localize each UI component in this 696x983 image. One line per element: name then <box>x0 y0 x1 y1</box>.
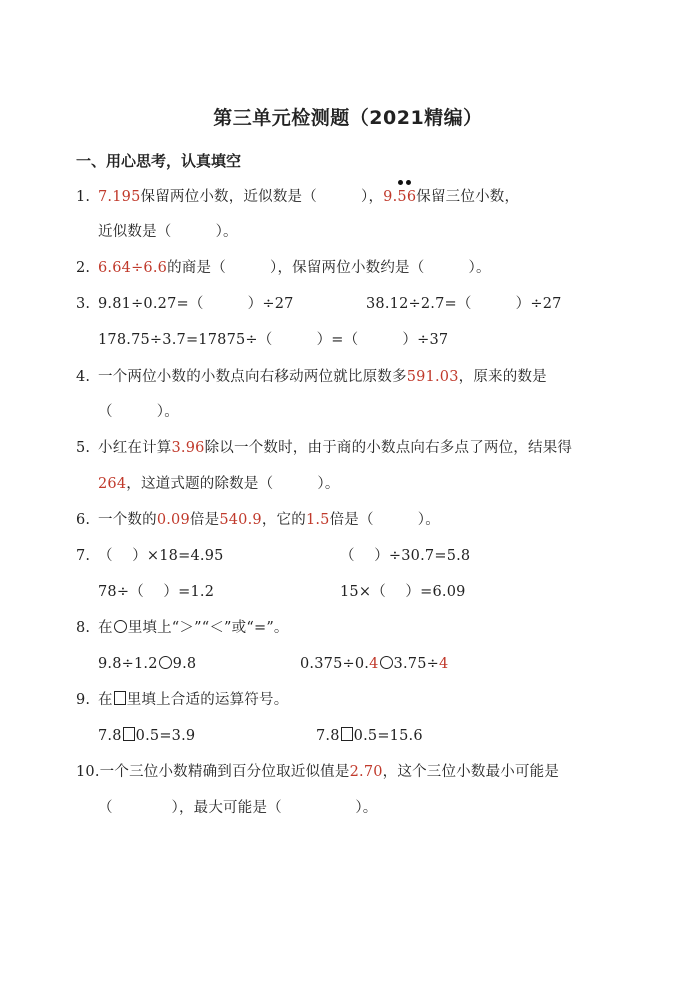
comparison-a <box>98 654 196 674</box>
expression: 7.8 <box>98 728 122 744</box>
comparison-b <box>300 654 448 674</box>
expression: 3.75÷ <box>393 656 439 672</box>
highlight-value: 264 <box>98 476 127 492</box>
expression: 7.8 <box>316 728 340 744</box>
highlight-value: 0.09 <box>156 512 190 528</box>
repeat-dot-icon <box>398 180 403 185</box>
circle-icon <box>114 620 127 633</box>
question-2 <box>76 258 491 278</box>
question-number: 5. <box>76 440 91 456</box>
question-number: 9. <box>76 692 91 708</box>
expression: 9.8 <box>172 656 197 672</box>
question-text: 一个三位小数精确到百分位取近似值是 <box>99 764 350 780</box>
equation: （ ）÷30.7=5.8 <box>340 548 471 564</box>
question-number: 2. <box>76 260 91 276</box>
section-heading: 一、用心思考，认真填空 <box>76 152 242 170</box>
question-9 <box>76 690 288 710</box>
question-text: 小红在计算 <box>98 440 172 456</box>
highlight-value: 1.5 <box>305 512 330 528</box>
question-text: ，这个三位小数最小可能是 <box>382 764 560 780</box>
square-blank-icon <box>341 727 353 741</box>
question-text: （ ）。 <box>98 404 179 420</box>
question-3 <box>76 294 294 314</box>
question-5-cont <box>98 474 340 494</box>
question-5 <box>76 438 572 458</box>
question-text: 除以一个数时，由于商的小数点向右多点了两位，结果得 <box>204 440 573 456</box>
expression: 0.375÷0. <box>300 656 370 672</box>
equation: 9.81÷0.27=（ ）÷27 <box>98 296 294 312</box>
equation: 78÷（ ）=1.2 <box>98 584 215 600</box>
question-4 <box>76 367 547 387</box>
question-number: 10. <box>76 764 100 780</box>
highlight-value: 6.64÷6.6 <box>98 260 168 276</box>
question-text: 一个两位小数的小数点向右移动两位就比原数多 <box>98 369 407 385</box>
highlight-value: 4 <box>369 656 379 672</box>
equation: 38.12÷2.7=（ ）÷27 <box>366 296 562 312</box>
expression: 0.5=3.9 <box>135 728 196 744</box>
square-blank-icon <box>123 727 135 741</box>
circle-blank-icon <box>159 656 172 669</box>
highlight-value: 7.195 <box>98 189 141 205</box>
question-number: 3. <box>76 296 91 312</box>
question-text: 里填上合适的运算符号。 <box>126 692 289 708</box>
question-1-cont <box>98 222 238 242</box>
question-number: 4. <box>76 369 91 385</box>
question-text: 里填上“＞”“＜”或“=”。 <box>127 620 289 636</box>
question-text: 一个数的 <box>98 512 157 528</box>
equation: （ ）×18=4.95 <box>98 548 224 564</box>
equation: 178.75÷3.7=17875÷（ ）=（ ）÷37 <box>98 332 449 348</box>
highlight-value: 2.70 <box>349 764 383 780</box>
question-8 <box>76 618 289 638</box>
question-text: 在 <box>98 620 113 636</box>
question-text: ，原来的数是 <box>458 369 547 385</box>
question-number: 7. <box>76 548 91 564</box>
repeating-decimal: 56 <box>397 187 416 207</box>
question-6 <box>76 510 440 530</box>
question-10 <box>76 762 559 782</box>
highlight-value: 540.9 <box>219 512 262 528</box>
highlight-value: 3.96 <box>171 440 205 456</box>
question-number: 1. <box>76 189 91 205</box>
highlight-value: 4 <box>438 656 449 672</box>
expression: 9.8÷1.2 <box>98 656 158 672</box>
question-text: 倍是（ ）。 <box>329 512 440 528</box>
operator-a <box>98 726 195 746</box>
question-text: ，这道式题的除数是（ ）。 <box>126 476 340 492</box>
square-icon <box>114 691 126 705</box>
question-number: 8. <box>76 620 91 636</box>
question-text: 倍是 <box>189 512 220 528</box>
question-1 <box>76 187 519 207</box>
highlight-value: 591.03 <box>406 369 459 385</box>
question-text: 在 <box>98 692 113 708</box>
question-text: ，它的 <box>261 512 306 528</box>
equation: 15×（ ）=6.09 <box>340 584 466 600</box>
question-text: 的商是（ ），保留两位小数约是（ ）。 <box>167 260 491 276</box>
page-title: 第三单元检测题（2021精编） <box>213 107 483 129</box>
question-text: 保留两位小数，近似数是（ ）， <box>140 189 384 205</box>
question-text: 保留三位小数， <box>416 189 520 205</box>
repeat-dot-icon <box>406 180 411 185</box>
question-text: 近似数是（ ）。 <box>98 224 238 240</box>
operator-b <box>316 726 423 746</box>
expression: 0.5=15.6 <box>353 728 423 744</box>
highlight-value: 9. <box>383 189 398 205</box>
question-7 <box>76 546 224 566</box>
circle-blank-icon <box>380 656 393 669</box>
question-number: 6. <box>76 512 91 528</box>
question-text: （ ），最大可能是（ ）。 <box>98 800 378 816</box>
